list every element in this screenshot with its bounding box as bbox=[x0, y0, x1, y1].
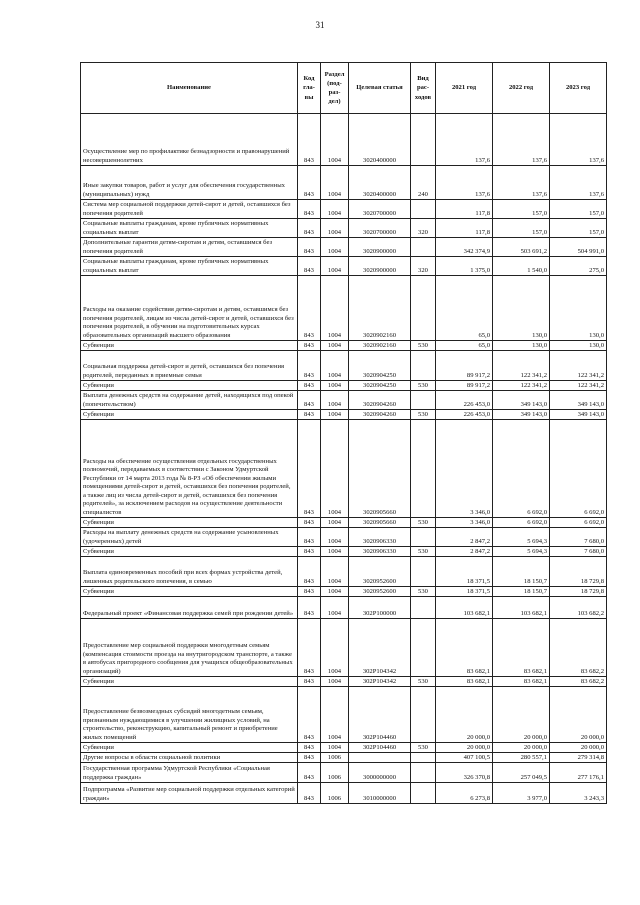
cell-razdel: 1004 bbox=[321, 420, 349, 518]
cell-vid bbox=[411, 238, 436, 257]
cell-name: Субвенции bbox=[81, 677, 298, 687]
table-row bbox=[81, 753, 607, 763]
cell-vid bbox=[411, 391, 436, 410]
cell-kod: 843 bbox=[298, 687, 321, 743]
cell-kod: 843 bbox=[298, 276, 321, 341]
cell-y2021: 226 453,0 bbox=[436, 391, 493, 410]
cell-y2023: 6 692,0 bbox=[550, 420, 607, 518]
table-row bbox=[81, 763, 607, 783]
cell-y2021: 326 370,8 bbox=[436, 763, 493, 783]
cell-statya: 302P104342 bbox=[349, 619, 411, 677]
cell-name: Расходы на обеспечение осуществления отдельных государственных полномочий, передаваемых в соответствии с Законом Удмуртской Республики от 14 марта 2013 года № 8-РЗ «Об обеспечении жилыми помещениями детей-сирот и детей, оставшихся без попечения родителей, а также лиц из числа детей-сирот и детей, оставшихся без попечения родителей», за исключением расходов на осуществление деятельности специалистов bbox=[81, 420, 298, 518]
cell-y2021: 89 917,2 bbox=[436, 381, 493, 391]
cell-razdel: 1004 bbox=[321, 677, 349, 687]
cell-name: Выплата денежных средств на содержание детей, находящихся под опекой (попечительством) bbox=[81, 391, 298, 410]
cell-vid bbox=[411, 200, 436, 219]
cell-y2021: 18 371,5 bbox=[436, 587, 493, 597]
cell-y2022: 3 977,0 bbox=[493, 783, 550, 804]
cell-y2023: 137,6 bbox=[550, 114, 607, 166]
header-2023: 2023 год bbox=[550, 63, 607, 114]
cell-y2022: 122 341,2 bbox=[493, 351, 550, 381]
cell-kod: 843 bbox=[298, 557, 321, 587]
cell-vid bbox=[411, 351, 436, 381]
cell-name: Субвенции bbox=[81, 743, 298, 753]
cell-name: Субвенции bbox=[81, 410, 298, 420]
header-razdel: Раздел (под-раз-дел) bbox=[321, 63, 349, 114]
cell-statya: 3020952600 bbox=[349, 587, 411, 597]
cell-razdel: 1004 bbox=[321, 351, 349, 381]
cell-y2021: 137,6 bbox=[436, 114, 493, 166]
cell-y2022: 103 682,1 bbox=[493, 597, 550, 619]
cell-y2023: 277 176,1 bbox=[550, 763, 607, 783]
cell-vid: 240 bbox=[411, 166, 436, 200]
cell-razdel: 1004 bbox=[321, 597, 349, 619]
cell-statya: 3020906330 bbox=[349, 547, 411, 557]
cell-y2021: 3 346,0 bbox=[436, 420, 493, 518]
cell-razdel: 1006 bbox=[321, 783, 349, 804]
cell-kod: 843 bbox=[298, 547, 321, 557]
cell-razdel: 1006 bbox=[321, 763, 349, 783]
header-vid: Вид рас-ходов bbox=[411, 63, 436, 114]
cell-razdel: 1004 bbox=[321, 219, 349, 238]
cell-razdel: 1004 bbox=[321, 528, 349, 547]
cell-y2023: 20 000,0 bbox=[550, 743, 607, 753]
cell-kod: 843 bbox=[298, 420, 321, 518]
cell-vid: 530 bbox=[411, 518, 436, 528]
cell-y2023: 6 692,0 bbox=[550, 518, 607, 528]
cell-razdel: 1004 bbox=[321, 200, 349, 219]
cell-name: Социальные выплаты гражданам, кроме публичных нормативных социальных выплат bbox=[81, 257, 298, 276]
cell-y2022: 137,6 bbox=[493, 166, 550, 200]
cell-vid: 530 bbox=[411, 677, 436, 687]
cell-name: Федеральный проект «Финансовая поддержка семей при рождении детей» bbox=[81, 597, 298, 619]
cell-statya: 3020400000 bbox=[349, 114, 411, 166]
cell-y2022: 280 557,1 bbox=[493, 753, 550, 763]
cell-razdel: 1004 bbox=[321, 257, 349, 276]
cell-kod: 843 bbox=[298, 783, 321, 804]
cell-y2022: 130,0 bbox=[493, 341, 550, 351]
cell-statya: 302P104460 bbox=[349, 743, 411, 753]
cell-kod: 843 bbox=[298, 597, 321, 619]
cell-y2023: 83 682,2 bbox=[550, 619, 607, 677]
cell-statya: 3020700000 bbox=[349, 200, 411, 219]
cell-razdel: 1004 bbox=[321, 547, 349, 557]
cell-y2021: 20 000,0 bbox=[436, 687, 493, 743]
cell-statya: 3020904260 bbox=[349, 410, 411, 420]
budget-table bbox=[80, 62, 607, 804]
cell-kod: 843 bbox=[298, 753, 321, 763]
table-row bbox=[81, 528, 607, 547]
cell-kod: 843 bbox=[298, 381, 321, 391]
cell-y2023: 7 680,0 bbox=[550, 547, 607, 557]
table-row bbox=[81, 219, 607, 238]
cell-razdel: 1004 bbox=[321, 238, 349, 257]
cell-vid: 530 bbox=[411, 381, 436, 391]
cell-razdel: 1004 bbox=[321, 518, 349, 528]
cell-vid: 320 bbox=[411, 219, 436, 238]
cell-statya: 3010000000 bbox=[349, 783, 411, 804]
cell-y2022: 18 150,7 bbox=[493, 557, 550, 587]
cell-y2022: 503 691,2 bbox=[493, 238, 550, 257]
table-row bbox=[81, 587, 607, 597]
cell-name: Предоставление безвозмездных субсидий многодетным семьям, признанным нуждающимися в улучшении жилищных условий, на строительство, реконструкцию, капитальный ремонт и приобретение жилых помещений bbox=[81, 687, 298, 743]
cell-name: Выплата единовременных пособий при всех формах устройства детей, лишенных родительского попечения, в семью bbox=[81, 557, 298, 587]
cell-y2021: 3 346,0 bbox=[436, 518, 493, 528]
cell-y2021: 226 453,0 bbox=[436, 410, 493, 420]
cell-razdel: 1004 bbox=[321, 341, 349, 351]
cell-name: Другие вопросы в области социальной политики bbox=[81, 753, 298, 763]
cell-razdel: 1004 bbox=[321, 557, 349, 587]
cell-y2023: 349 143,0 bbox=[550, 410, 607, 420]
table-row bbox=[81, 557, 607, 587]
cell-statya: 3020400000 bbox=[349, 166, 411, 200]
cell-kod: 843 bbox=[298, 743, 321, 753]
cell-y2023: 18 729,8 bbox=[550, 557, 607, 587]
cell-kod: 843 bbox=[298, 619, 321, 677]
cell-kod: 843 bbox=[298, 587, 321, 597]
table-row bbox=[81, 166, 607, 200]
cell-y2023: 157,0 bbox=[550, 219, 607, 238]
cell-y2022: 5 694,3 bbox=[493, 547, 550, 557]
cell-y2021: 89 917,2 bbox=[436, 351, 493, 381]
cell-name: Социальная поддержка детей-сирот и детей, оставшихся без попечения родителей, переданных в приемные семьи bbox=[81, 351, 298, 381]
cell-statya: 3020902160 bbox=[349, 341, 411, 351]
cell-vid: 530 bbox=[411, 743, 436, 753]
cell-kod: 843 bbox=[298, 238, 321, 257]
cell-razdel: 1004 bbox=[321, 619, 349, 677]
cell-statya bbox=[349, 753, 411, 763]
cell-y2022: 137,6 bbox=[493, 114, 550, 166]
cell-y2022: 83 682,1 bbox=[493, 677, 550, 687]
table-row bbox=[81, 743, 607, 753]
table-row bbox=[81, 619, 607, 677]
cell-y2022: 349 143,0 bbox=[493, 391, 550, 410]
table-row bbox=[81, 381, 607, 391]
table-row bbox=[81, 518, 607, 528]
cell-vid bbox=[411, 114, 436, 166]
cell-razdel: 1006 bbox=[321, 753, 349, 763]
table-row bbox=[81, 276, 607, 341]
cell-y2021: 2 847,2 bbox=[436, 547, 493, 557]
cell-razdel: 1004 bbox=[321, 166, 349, 200]
cell-y2023: 3 243,3 bbox=[550, 783, 607, 804]
header-kod: Код гла-вы bbox=[298, 63, 321, 114]
table-row bbox=[81, 547, 607, 557]
cell-y2021: 103 682,1 bbox=[436, 597, 493, 619]
cell-y2022: 1 540,0 bbox=[493, 257, 550, 276]
table-row bbox=[81, 597, 607, 619]
cell-y2023: 103 682,2 bbox=[550, 597, 607, 619]
cell-y2021: 117,8 bbox=[436, 200, 493, 219]
cell-name: Осуществление мер по профилактике безнадзорности и правонарушений несовершеннолетних bbox=[81, 114, 298, 166]
cell-vid bbox=[411, 420, 436, 518]
cell-vid bbox=[411, 597, 436, 619]
table-row bbox=[81, 783, 607, 804]
cell-statya: 302P100000 bbox=[349, 597, 411, 619]
table-body bbox=[81, 114, 607, 804]
cell-vid bbox=[411, 276, 436, 341]
cell-kod: 843 bbox=[298, 677, 321, 687]
cell-razdel: 1004 bbox=[321, 381, 349, 391]
cell-statya: 302P104342 bbox=[349, 677, 411, 687]
cell-razdel: 1004 bbox=[321, 391, 349, 410]
cell-razdel: 1004 bbox=[321, 114, 349, 166]
table-row bbox=[81, 420, 607, 518]
cell-y2023: 122 341,2 bbox=[550, 381, 607, 391]
cell-y2023: 122 341,2 bbox=[550, 351, 607, 381]
cell-y2022: 20 000,0 bbox=[493, 687, 550, 743]
cell-statya: 3020906330 bbox=[349, 528, 411, 547]
cell-vid bbox=[411, 528, 436, 547]
cell-vid bbox=[411, 619, 436, 677]
cell-y2021: 20 000,0 bbox=[436, 743, 493, 753]
cell-kod: 843 bbox=[298, 763, 321, 783]
cell-kod: 843 bbox=[298, 219, 321, 238]
cell-name: Субвенции bbox=[81, 381, 298, 391]
cell-statya: 302P104460 bbox=[349, 687, 411, 743]
cell-y2021: 6 273,8 bbox=[436, 783, 493, 804]
cell-y2023: 130,0 bbox=[550, 276, 607, 341]
cell-y2023: 7 680,0 bbox=[550, 528, 607, 547]
cell-name: Дополнительные гарантии детям-сиротам и детям, оставшимся без попечения родителей bbox=[81, 238, 298, 257]
cell-y2021: 342 374,9 bbox=[436, 238, 493, 257]
cell-name: Расходы на оказание содействия детям-сиротам и детям, оставшимся без попечения родителей, лицам из числа детей-сирот и детей, оставшихся без попечения родителей, в обучении на подготовительных курсах образовательных организаций высшего образования bbox=[81, 276, 298, 341]
cell-name: Субвенции bbox=[81, 587, 298, 597]
cell-name: Социальные выплаты гражданам, кроме публичных нормативных социальных выплат bbox=[81, 219, 298, 238]
cell-name: Субвенции bbox=[81, 341, 298, 351]
cell-vid bbox=[411, 557, 436, 587]
cell-y2022: 122 341,2 bbox=[493, 381, 550, 391]
cell-kod: 843 bbox=[298, 351, 321, 381]
cell-vid bbox=[411, 753, 436, 763]
cell-y2023: 275,0 bbox=[550, 257, 607, 276]
cell-y2021: 18 371,5 bbox=[436, 557, 493, 587]
page-number: 31 bbox=[315, 20, 325, 30]
cell-y2022: 6 692,0 bbox=[493, 420, 550, 518]
cell-y2022: 257 049,5 bbox=[493, 763, 550, 783]
cell-name: Иные закупки товаров, работ и услуг для обеспечения государственных (муниципальных) нужд bbox=[81, 166, 298, 200]
cell-statya: 3020902160 bbox=[349, 276, 411, 341]
cell-statya: 3020900000 bbox=[349, 257, 411, 276]
cell-y2022: 18 150,7 bbox=[493, 587, 550, 597]
cell-vid: 530 bbox=[411, 587, 436, 597]
cell-name: Расходы на выплату денежных средств на содержание усыновленных (удочеренных) детей bbox=[81, 528, 298, 547]
header-name: Наименование bbox=[81, 63, 298, 114]
cell-y2023: 137,6 bbox=[550, 166, 607, 200]
cell-statya: 3020700000 bbox=[349, 219, 411, 238]
cell-name: Подпрограмма «Развитие мер социальной поддержки отдельных категорий граждан» bbox=[81, 783, 298, 804]
cell-y2021: 117,8 bbox=[436, 219, 493, 238]
cell-razdel: 1004 bbox=[321, 687, 349, 743]
cell-y2021: 137,6 bbox=[436, 166, 493, 200]
header-2021: 2021 год bbox=[436, 63, 493, 114]
table-row bbox=[81, 114, 607, 166]
cell-y2023: 279 314,8 bbox=[550, 753, 607, 763]
cell-statya: 3020904260 bbox=[349, 391, 411, 410]
cell-kod: 843 bbox=[298, 341, 321, 351]
cell-kod: 843 bbox=[298, 257, 321, 276]
cell-y2023: 20 000,0 bbox=[550, 687, 607, 743]
table-row bbox=[81, 341, 607, 351]
cell-razdel: 1004 bbox=[321, 410, 349, 420]
cell-y2023: 504 991,0 bbox=[550, 238, 607, 257]
cell-y2021: 2 847,2 bbox=[436, 528, 493, 547]
cell-y2021: 65,0 bbox=[436, 276, 493, 341]
table-row bbox=[81, 200, 607, 219]
cell-y2022: 83 682,1 bbox=[493, 619, 550, 677]
table-row bbox=[81, 257, 607, 276]
cell-y2023: 157,0 bbox=[550, 200, 607, 219]
cell-kod: 843 bbox=[298, 114, 321, 166]
cell-razdel: 1004 bbox=[321, 276, 349, 341]
cell-statya: 3020904250 bbox=[349, 381, 411, 391]
cell-y2021: 83 682,1 bbox=[436, 619, 493, 677]
cell-kod: 843 bbox=[298, 200, 321, 219]
cell-name: Предоставление мер социальной поддержки многодетным семьям (компенсация стоимости проезда на внутригородском транспорте, а также в автобусах пригородного сообщения для учащихся общеобразовательных организаций) bbox=[81, 619, 298, 677]
table-row bbox=[81, 687, 607, 743]
table-row bbox=[81, 351, 607, 381]
cell-y2023: 130,0 bbox=[550, 341, 607, 351]
header-statya: Целевая статья bbox=[349, 63, 411, 114]
cell-vid bbox=[411, 687, 436, 743]
cell-vid: 530 bbox=[411, 341, 436, 351]
cell-razdel: 1004 bbox=[321, 587, 349, 597]
cell-y2021: 1 375,0 bbox=[436, 257, 493, 276]
table-header-row bbox=[81, 63, 607, 114]
cell-y2021: 65,0 bbox=[436, 341, 493, 351]
cell-y2022: 6 692,0 bbox=[493, 518, 550, 528]
table-row bbox=[81, 238, 607, 257]
table-row bbox=[81, 677, 607, 687]
table-row bbox=[81, 391, 607, 410]
cell-statya: 3020905660 bbox=[349, 420, 411, 518]
cell-y2022: 157,0 bbox=[493, 219, 550, 238]
cell-statya: 3020905660 bbox=[349, 518, 411, 528]
cell-y2023: 18 729,8 bbox=[550, 587, 607, 597]
cell-name: Государственная программа Удмуртской Республики «Социальная поддержка граждан» bbox=[81, 763, 298, 783]
cell-y2022: 349 143,0 bbox=[493, 410, 550, 420]
cell-vid bbox=[411, 783, 436, 804]
table-row bbox=[81, 410, 607, 420]
cell-kod: 843 bbox=[298, 166, 321, 200]
cell-kod: 843 bbox=[298, 518, 321, 528]
cell-statya: 3000000000 bbox=[349, 763, 411, 783]
cell-kod: 843 bbox=[298, 528, 321, 547]
cell-name: Система мер социальной поддержки детей-сирот и детей, оставшихся без попечения родителей bbox=[81, 200, 298, 219]
cell-y2021: 83 682,1 bbox=[436, 677, 493, 687]
header-2022: 2022 год bbox=[493, 63, 550, 114]
cell-kod: 843 bbox=[298, 391, 321, 410]
cell-y2023: 349 143,0 bbox=[550, 391, 607, 410]
cell-vid: 530 bbox=[411, 547, 436, 557]
cell-statya: 3020900000 bbox=[349, 238, 411, 257]
cell-name: Субвенции bbox=[81, 518, 298, 528]
cell-y2022: 130,0 bbox=[493, 276, 550, 341]
cell-vid: 530 bbox=[411, 410, 436, 420]
cell-statya: 3020952600 bbox=[349, 557, 411, 587]
cell-y2023: 83 682,2 bbox=[550, 677, 607, 687]
cell-kod: 843 bbox=[298, 410, 321, 420]
cell-y2022: 20 000,0 bbox=[493, 743, 550, 753]
cell-razdel: 1004 bbox=[321, 743, 349, 753]
cell-y2021: 407 100,5 bbox=[436, 753, 493, 763]
cell-statya: 3020904250 bbox=[349, 351, 411, 381]
cell-y2022: 157,0 bbox=[493, 200, 550, 219]
cell-vid: 320 bbox=[411, 257, 436, 276]
cell-name: Субвенции bbox=[81, 547, 298, 557]
cell-vid bbox=[411, 763, 436, 783]
cell-y2022: 5 694,3 bbox=[493, 528, 550, 547]
